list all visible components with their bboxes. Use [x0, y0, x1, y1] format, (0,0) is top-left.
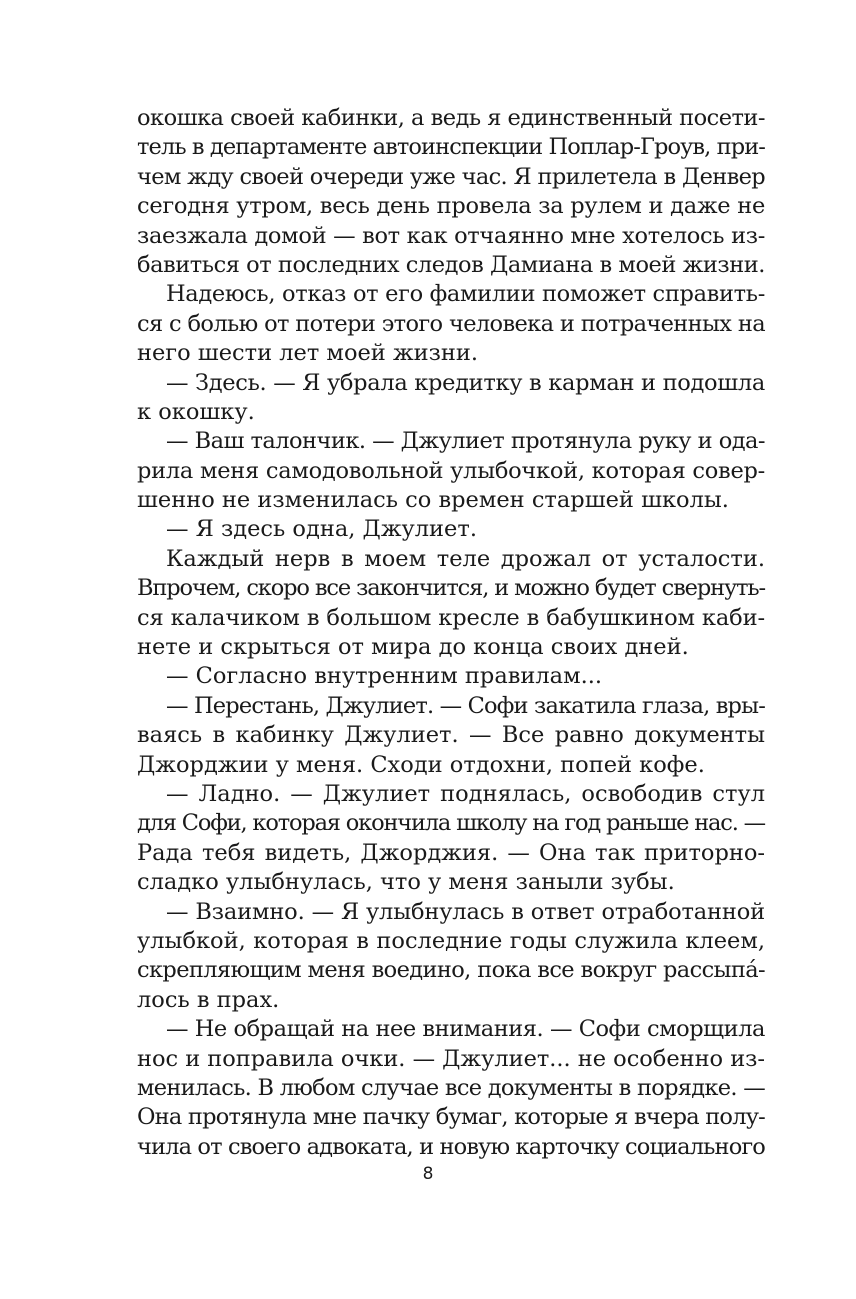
text-line: менилась. В любом случае все документы в порядке. —	[137, 1074, 765, 1101]
text-line: — Не обращай на нее внимания. — Софи сморщила	[166, 1016, 765, 1043]
text-line: улыбкой, которая в последние годы служила клеем,	[137, 927, 765, 954]
text-line: бавиться от последних следов Дамиана в моей жизни.	[137, 251, 765, 278]
text-line: — Я здесь одна, Джулиет.	[166, 516, 477, 543]
text-line: Впрочем, скоро все закончится, и можно будет свернуть-	[137, 575, 765, 602]
text-line: шенно не изменилась со времен старшей школы.	[137, 487, 729, 514]
text-line: сегодня утром, весь день провела за рулем и даже не	[137, 193, 765, 220]
text-line: чила от своего адвоката, и новую карточку социального	[137, 1133, 765, 1160]
text-line: скрепляющим меня воедино, пока все вокруг рассыпá-	[137, 957, 765, 984]
text-line: Она протянула мне пачку бумаг, которые я вчера полу-	[137, 1104, 765, 1131]
text-line: ся с болью от потери этого человека и потраченных на	[137, 310, 765, 337]
text-line: — Ладно. — Джулиет поднялась, освободив стул	[166, 780, 765, 807]
body-text	[137, 104, 765, 1162]
text-line: Каждый нерв в моем теле дрожал от усталости.	[166, 545, 765, 572]
text-line: — Перестань, Джулиет. — Софи закатила глаза, вры-	[166, 692, 765, 719]
text-line: Рада тебя видеть, Джорджия. — Она так приторно-	[137, 839, 765, 866]
text-line: для Софи, которая окончила школу на год раньше нас. —	[137, 810, 765, 837]
text-line: окошка своей кабинки, а ведь я единственный посети-	[137, 105, 765, 131]
text-line: — Согласно внутренним правилам...	[166, 663, 603, 690]
text-line: к окошку.	[137, 398, 255, 425]
page-number: 8	[422, 1164, 434, 1184]
text-line: чем жду своей очереди уже час. Я прилетела в Денвер	[137, 163, 765, 190]
text-line: — Здесь. — Я убрала кредитку в карман и подошла	[166, 369, 765, 396]
text-line: ся калачиком в большом кресле в бабушкином каби-	[137, 604, 765, 631]
text-line: нос и поправила очки. — Джулиет... не особенно из-	[137, 1045, 765, 1072]
text-line: рила меня самодовольной улыбочкой, которая совер-	[137, 457, 766, 484]
text-line: ваясь в кабинку Джулиет. — Все равно документы	[137, 722, 765, 749]
text-line: заезжала домой — вот как отчаянно мне хотелось из-	[137, 222, 765, 249]
text-line: сладко улыбнулась, что у меня заныли зубы.	[137, 869, 675, 896]
text-line: — Взаимно. — Я улыбнулась в ответ отработанной	[166, 898, 765, 925]
text-line: — Ваш талончик. — Джулиет протянула руку и ода-	[166, 428, 765, 455]
text-line: Джорджии у меня. Сходи отдохни, попей кофе.	[137, 751, 705, 778]
text-line: нете и скрыться от мира до конца своих дней.	[137, 634, 689, 661]
text-line: него шести лет моей жизни.	[137, 340, 479, 367]
text-line: лось в прах.	[137, 986, 280, 1013]
text-line: Надеюсь, отказ от его фамилии поможет справить-	[166, 281, 765, 308]
text-line: тель в департаменте автоинспекции Поплар-Гроув, при-	[137, 134, 765, 161]
